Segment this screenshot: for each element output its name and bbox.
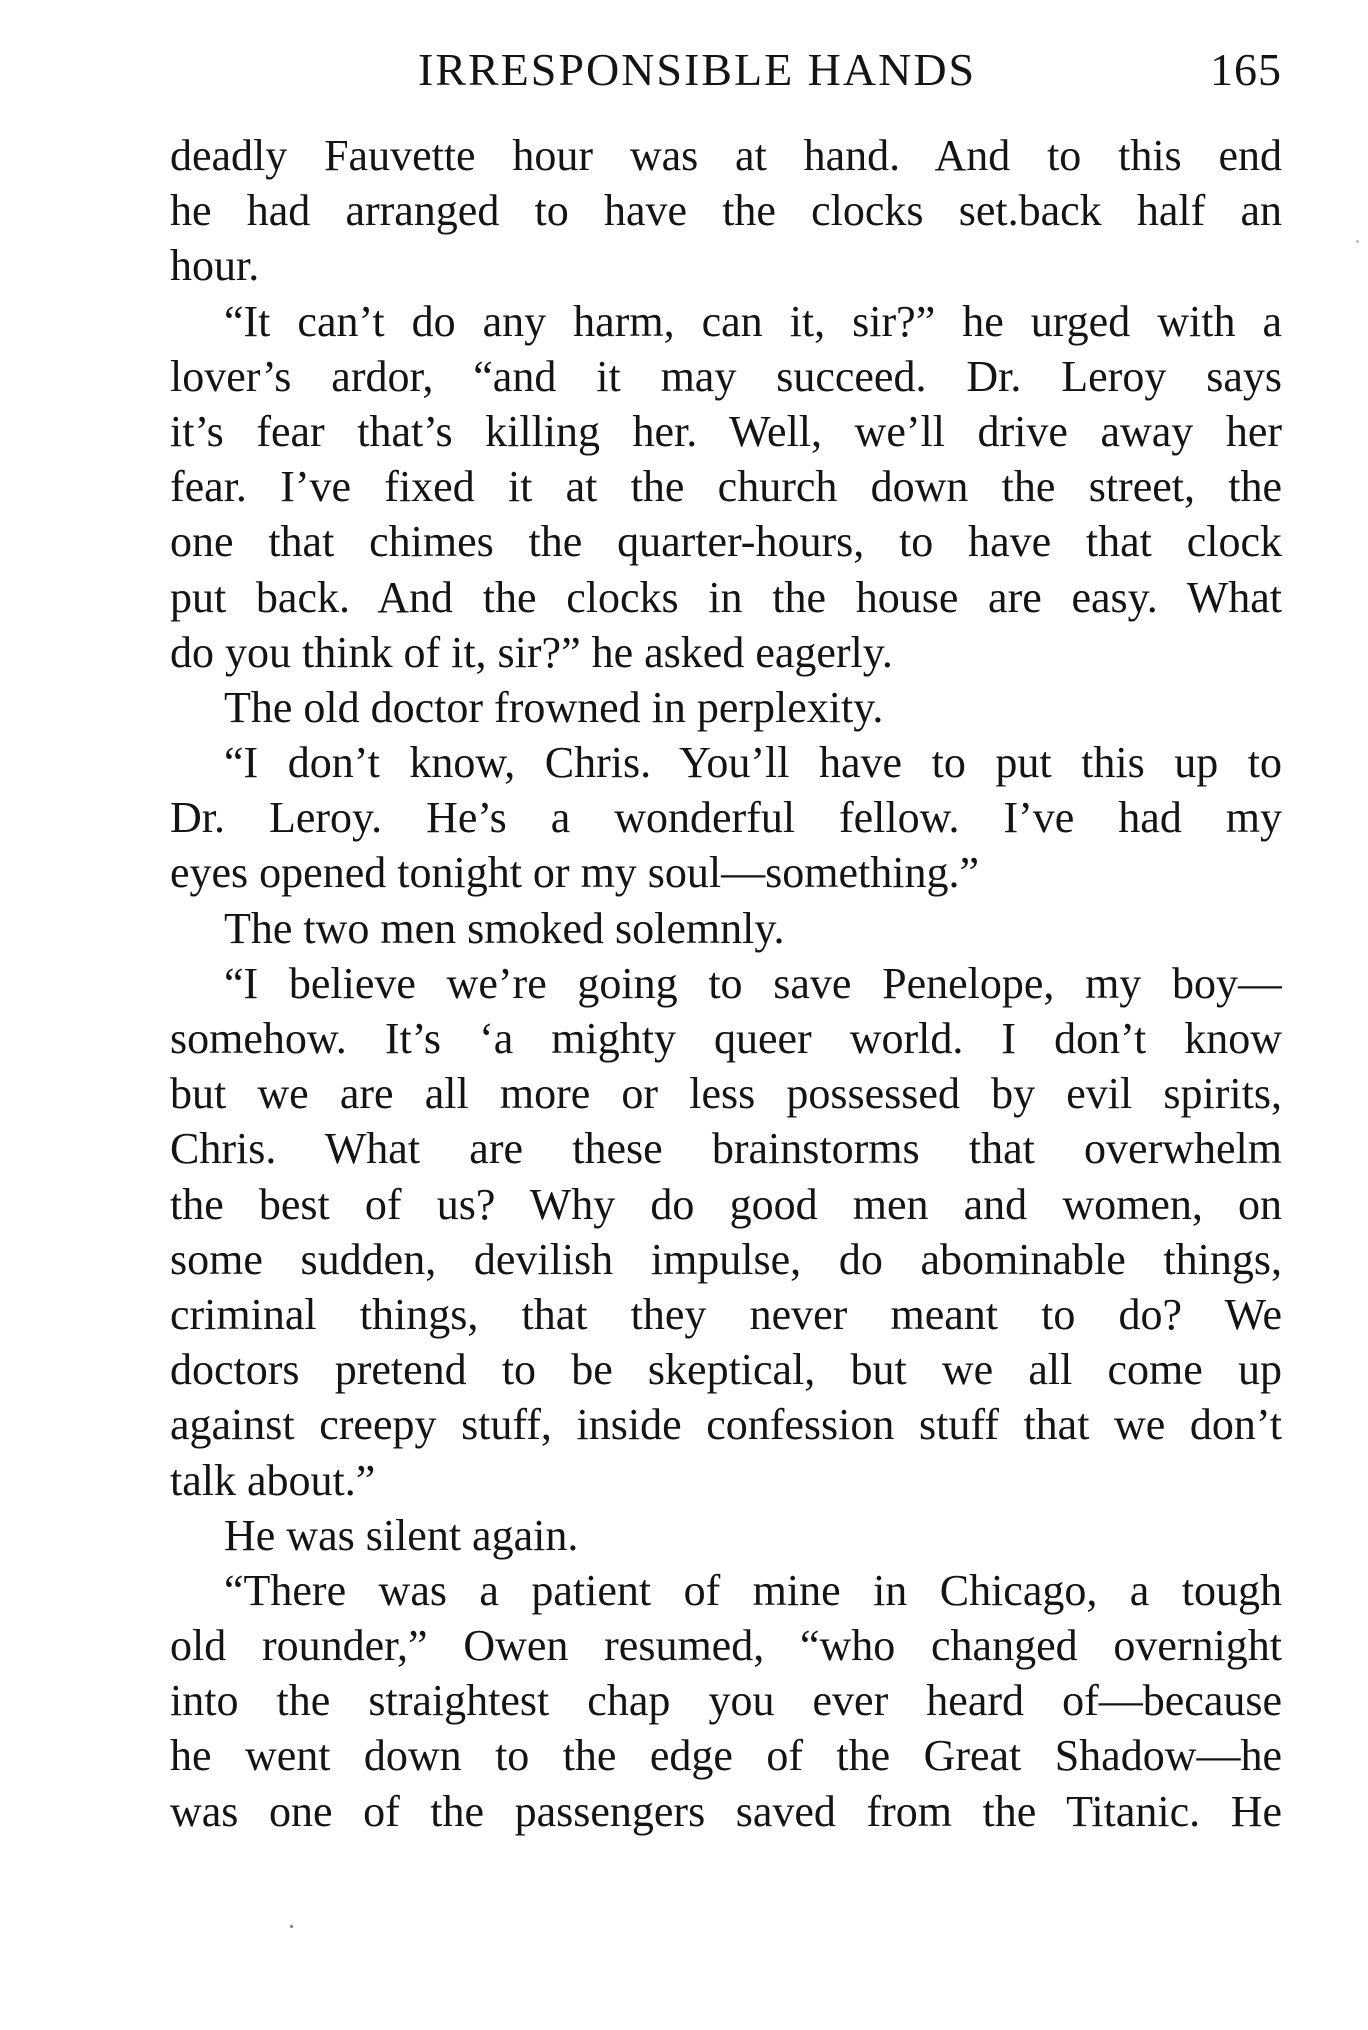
text-line: do you think of it, sir?” he asked eagerly.: [170, 627, 893, 677]
text-line: was one of the passengers saved from the Titanic. He: [170, 1786, 1282, 1836]
text-line: “I believe we’re going to save Penelope, my boy—: [224, 958, 1282, 1008]
text-line: some sudden, devilish impulse, do abominable things,: [170, 1234, 1282, 1284]
text-line: put back. And the clocks in the house are easy. What: [170, 572, 1282, 622]
text-line: it’s fear that’s killing her. Well, we’ll drive away her: [170, 406, 1282, 456]
text-line: the best of us? Why do good men and women, on: [170, 1179, 1282, 1229]
text-line: against creepy stuff, inside confession stuff that we don’t: [170, 1400, 1282, 1450]
running-head: [170, 40, 1282, 100]
text-line: one that chimes the quarter-hours, to have that clock: [170, 517, 1282, 567]
text-line: hour.: [170, 241, 260, 291]
text-line: old rounder,” Owen resumed, “who changed overnight: [170, 1621, 1282, 1671]
text-line: into the straightest chap you ever heard of—because: [170, 1676, 1282, 1726]
text-line: eyes opened tonight or my soul—something.”: [170, 848, 979, 898]
text-line: He was silent again.: [224, 1510, 579, 1560]
text-line: he had arranged to have the clocks set.back half an: [170, 186, 1282, 236]
page-number: 165: [1210, 44, 1282, 95]
text-line: lover’s ardor, “and it may succeed. Dr. Leroy says: [170, 351, 1282, 401]
text-line: somehow. It’s ‘a mighty queer world. I don’t know: [170, 1014, 1282, 1063]
text-line: criminal things, that they never meant to do? We: [170, 1289, 1282, 1339]
text-line: fear. I’ve fixed it at the church down the street, the: [170, 462, 1282, 512]
text-line: Dr. Leroy. He’s a wonderful fellow. I’ve had my: [170, 793, 1282, 843]
text-line: Chris. What are these brainstorms that overwhelm: [170, 1124, 1282, 1174]
paper-speck: [1356, 240, 1359, 243]
text-line: “There was a patient of mine in Chicago, a tough: [224, 1565, 1282, 1615]
text-line: talk about.”: [170, 1455, 376, 1505]
text-line: deadly Fauvette hour was at hand. And to this end: [170, 131, 1282, 180]
text-line: The old doctor frowned in perplexity.: [224, 682, 884, 732]
text-line: he went down to the edge of the Great Shadow—he: [170, 1731, 1282, 1781]
running-head-title: IRRESPONSIBLE HANDS: [418, 44, 977, 95]
paper-speck: [290, 1925, 293, 1928]
text-line: “It can’t do any harm, can it, sir?” he urged with a: [224, 296, 1282, 346]
text-line: The two men smoked solemnly.: [224, 903, 785, 953]
text-line: doctors pretend to be skeptical, but we all come up: [170, 1345, 1282, 1395]
text-line: but we are all more or less possessed by evil spirits,: [170, 1069, 1282, 1119]
body-text: [170, 128, 1282, 1839]
text-line: “I don’t know, Chris. You’ll have to put this up to: [224, 738, 1282, 788]
